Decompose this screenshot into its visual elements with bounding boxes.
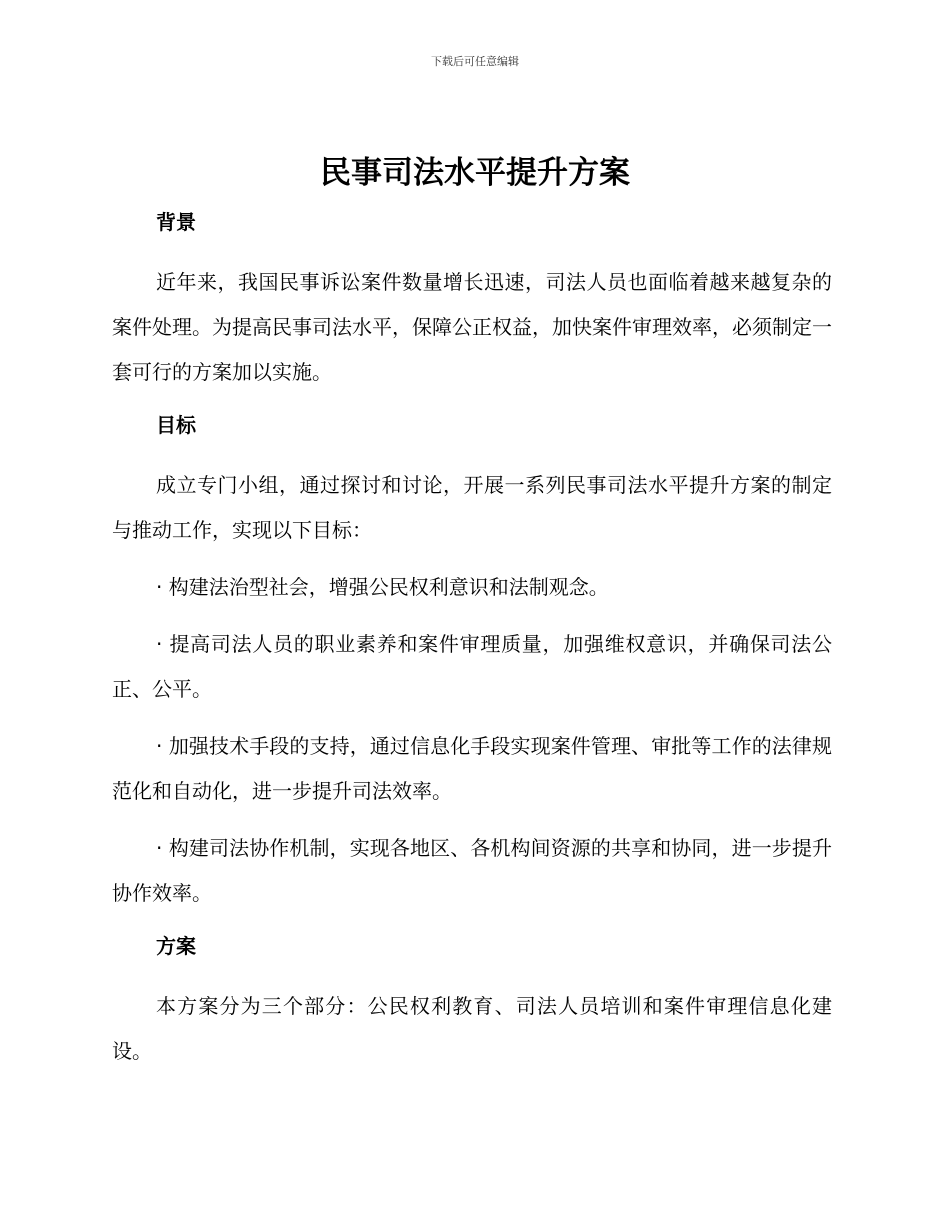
background-paragraph: 近年来，我国民事诉讼案件数量增长迅速，司法人员也面临着越来越复杂的案件处理。为提高民事司法水平，保障公正权益，加快案件审理效率，必须制定一套可行的方案加以实施。 [112,270,832,384]
document-title: 民事司法水平提升方案 [320,155,630,191]
plan-paragraph: 本方案分为三个部分：公民权利教育、司法人员培训和案件审理信息化建设。 [112,994,832,1063]
goal-item-2: · 提高司法人员的职业素养和案件审理质量，加强维权意识，并确保司法公正、公平。 [112,632,832,701]
section-heading-plan: 方案 [156,934,196,958]
section-heading-background: 背景 [156,210,196,234]
goal-item-1: · 构建法治型社会，增强公民权利意识和法制观念。 [156,575,609,599]
goal-item-3: · 加强技术手段的支持，通过信息化手段实现案件管理、审批等工作的法律规范化和自动化，进一步提升司法效率。 [112,734,832,803]
section-heading-goals: 目标 [156,413,196,437]
document-body [112,204,832,1086]
goals-intro-paragraph: 成立专门小组，通过探讨和讨论，开展一系列民事司法水平提升方案的制定与推动工作，实现以下目标： [112,473,832,542]
goal-item-4: · 构建司法协作机制，实现各地区、各机构间资源的共享和协同，进一步提升协作效率。 [112,836,832,905]
page-header-note: 下载后可任意编辑 [431,55,519,68]
